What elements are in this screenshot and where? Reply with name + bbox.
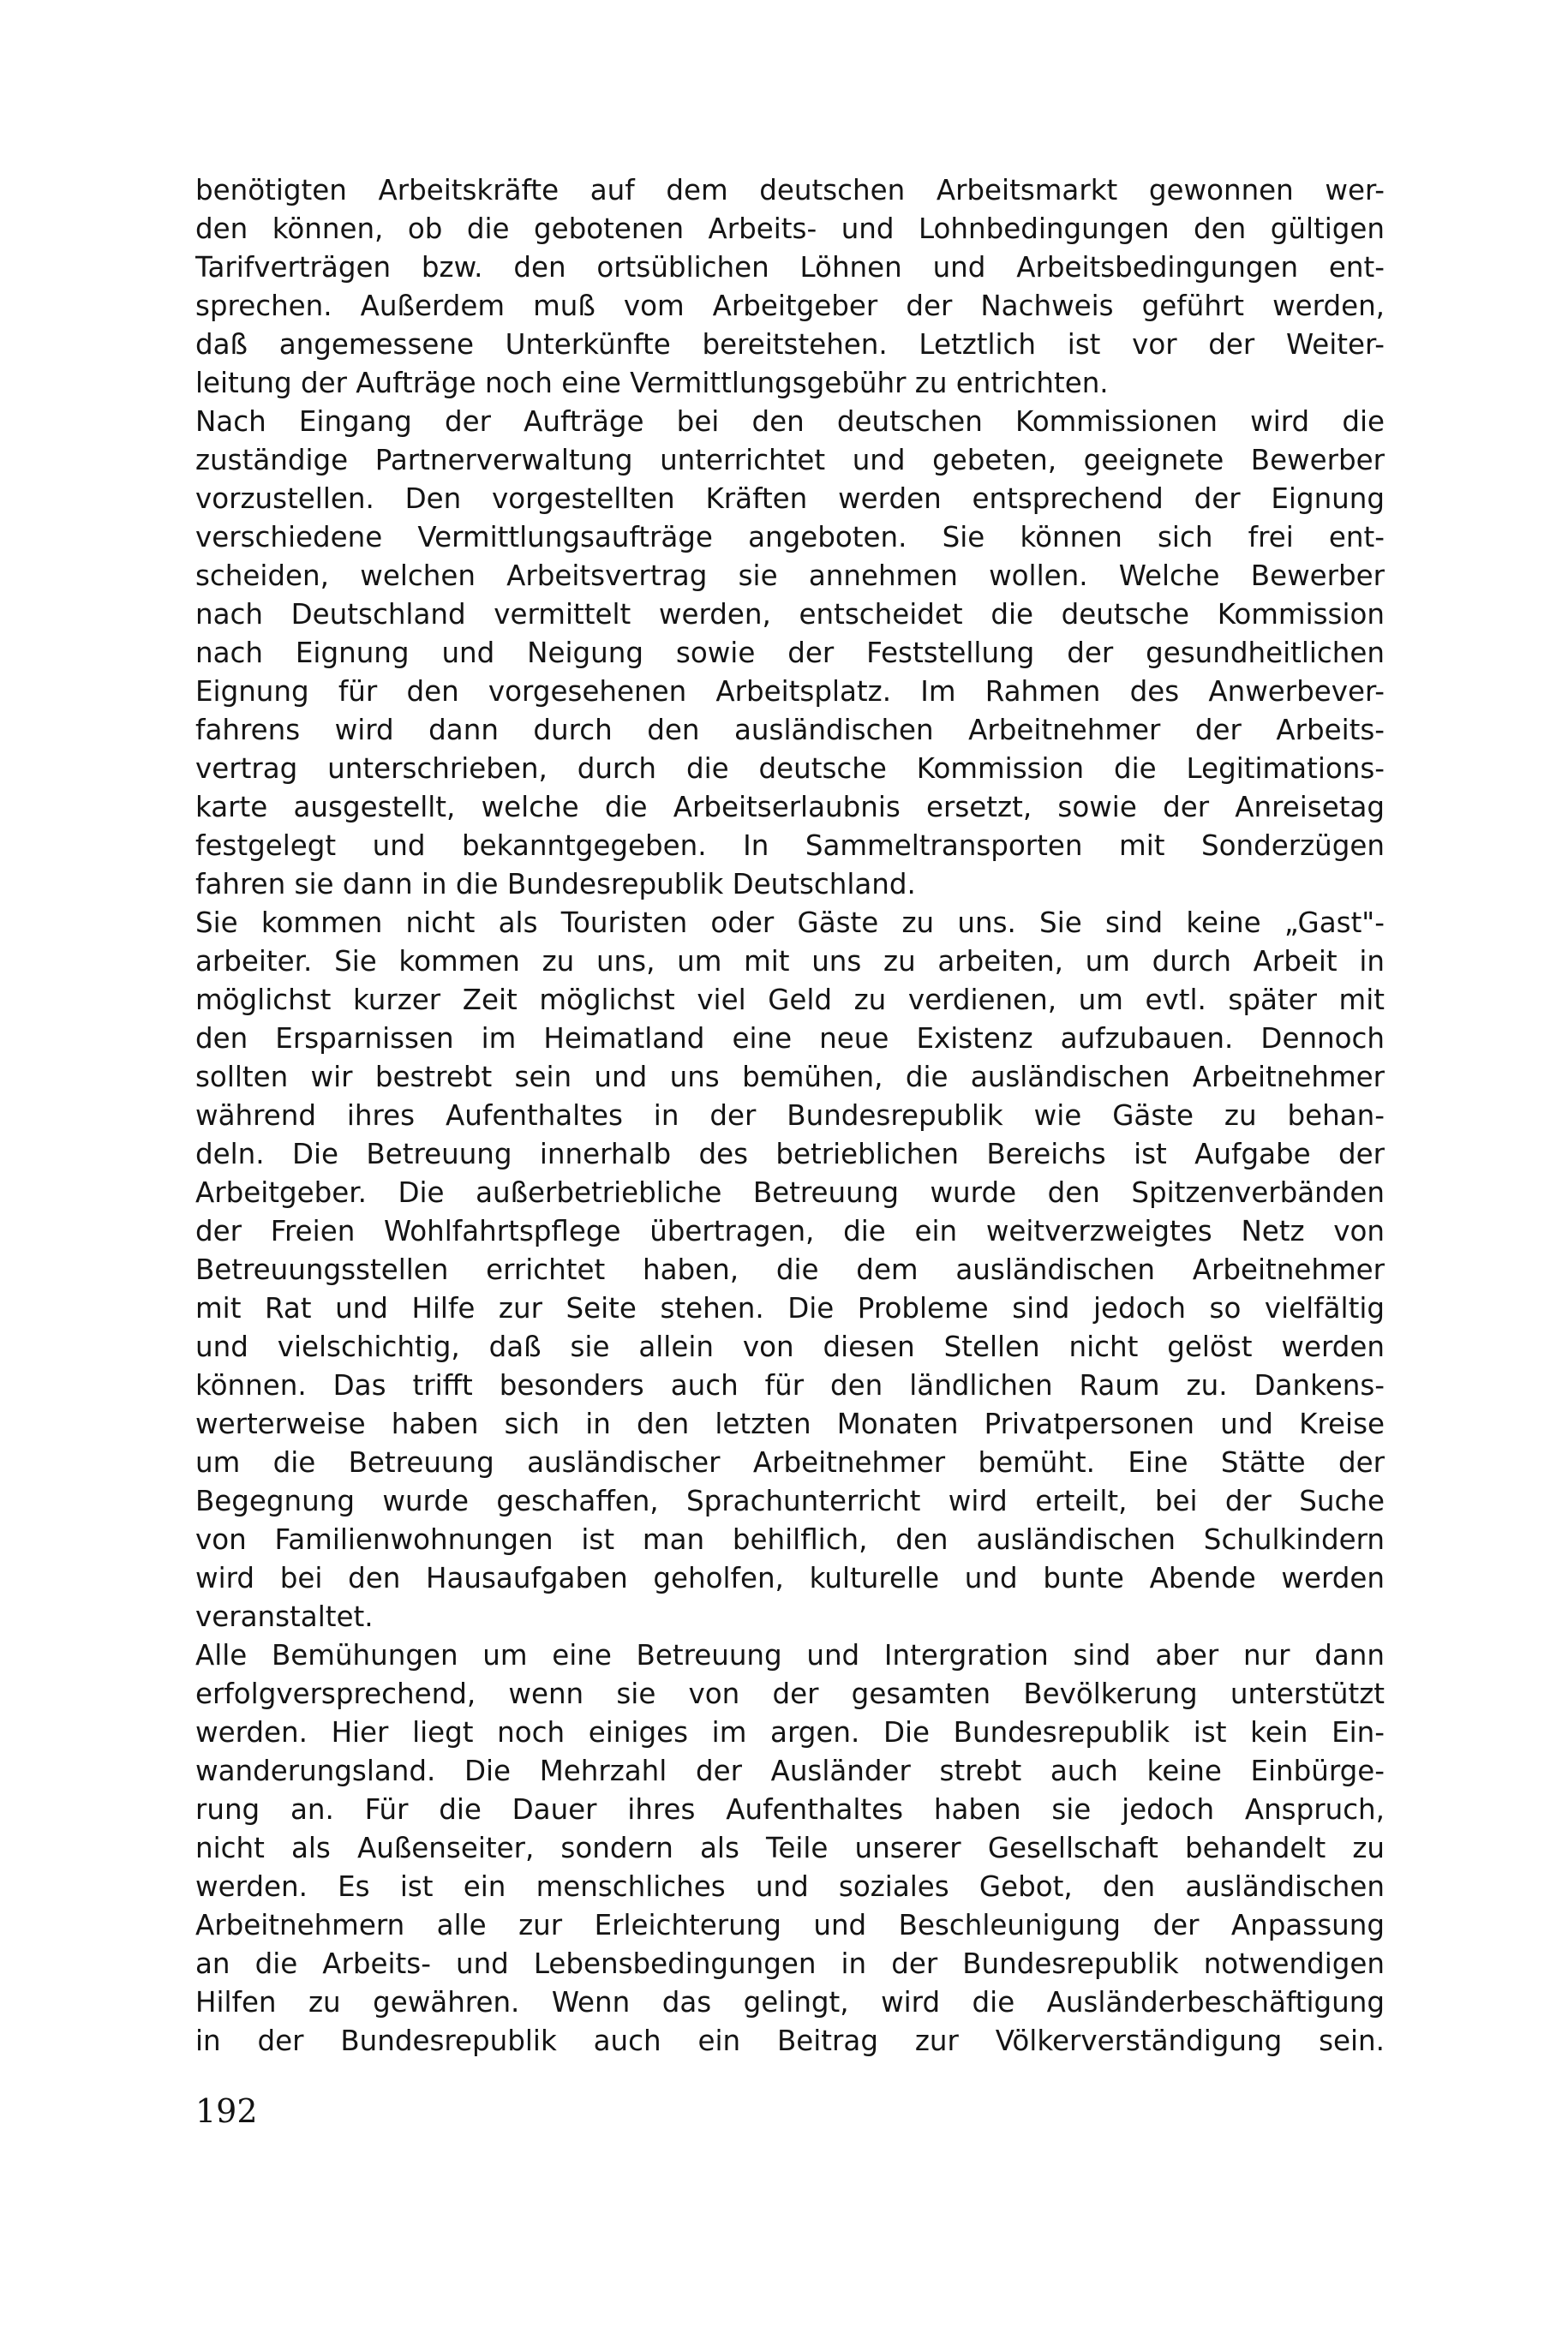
text-line: Tarifverträgen bzw. den ortsüblichen Löhnen und Arbeitsbedingungen ent- [195, 251, 1385, 284]
page-number: 192 [195, 2092, 258, 2130]
text-line: mit Rat und Hilfe zur Seite stehen. Die Probleme sind jedoch so vielfältig [195, 1292, 1385, 1325]
text-line: vorzustellen. Den vorgestellten Kräften werden entsprechend der Eignung [195, 482, 1385, 515]
text-line: rung an. Für die Dauer ihres Aufenthaltes haben sie jedoch Anspruch, [195, 1793, 1385, 1826]
text-line: Sie kommen nicht als Touristen oder Gäste zu uns. Sie sind keine „Gast"- [195, 906, 1385, 939]
text-line: können. Das trifft besonders auch für den ländlichen Raum zu. Dankens- [195, 1369, 1385, 1402]
text-line: Betreuungsstellen errichtet haben, die dem ausländischen Arbeitnehmer [195, 1253, 1385, 1286]
text-line: Arbeitgeber. Die außerbetriebliche Betreuung wurde den Spitzenverbänden [195, 1176, 1385, 1209]
text-line: werterweise haben sich in den letzten Monaten Privatpersonen und Kreise [195, 1408, 1385, 1440]
text-line: Begegnung wurde geschaffen, Sprachunterricht wird erteilt, bei der Suche [195, 1485, 1385, 1517]
text-line: werden. Es ist ein menschliches und soziales Gebot, den ausländischen [195, 1870, 1385, 1903]
text-line: in der Bundesrepublik auch ein Beitrag zur Völkerverständigung sein. [195, 2025, 1385, 2057]
text-line: Nach Eingang der Aufträge bei den deutschen Kommissionen wird die [195, 405, 1385, 438]
text-line: leitung der Aufträge noch eine Vermittlungsgebühr zu entrichten. [195, 367, 1109, 399]
text-line: karte ausgestellt, welche die Arbeitserlaubnis ersetzt, sowie der Anreisetag [195, 791, 1385, 823]
text-line: verschiedene Vermittlungsaufträge angeboten. Sie können sich frei ent- [195, 521, 1385, 553]
text-line: Alle Bemühungen um eine Betreuung und Intergration sind aber nur dann [195, 1639, 1385, 1672]
text-line: zuständige Partnerverwaltung unterrichtet und gebeten, geeignete Bewerber [195, 444, 1385, 476]
text-line: daß angemessene Unterkünfte bereitstehen. Letztlich ist vor der Weiter- [195, 328, 1385, 361]
text-line: sollten wir bestrebt sein und uns bemühen, die ausländischen Arbeitnehmer [195, 1061, 1385, 1093]
text-line: wird bei den Hausaufgaben geholfen, kulturelle und bunte Abende werden [195, 1562, 1385, 1594]
text-line: möglichst kurzer Zeit möglichst viel Geld zu verdienen, um evtl. später mit [195, 984, 1385, 1016]
text-line: scheiden, welchen Arbeitsvertrag sie annehmen wollen. Welche Bewerber [195, 559, 1385, 592]
text-line: Hilfen zu gewähren. Wenn das gelingt, wird die Ausländerbeschäftigung [195, 1986, 1385, 2019]
text-line: wanderungsland. Die Mehrzahl der Ausländer strebt auch keine Einbürge- [195, 1755, 1385, 1787]
text-line: nach Eignung und Neigung sowie der Feststellung der gesundheitlichen [195, 637, 1385, 669]
page-body [195, 171, 1385, 2061]
text-line: von Familienwohnungen ist man behilflich, den ausländischen Schulkindern [195, 1523, 1385, 1556]
text-line: sprechen. Außerdem muß vom Arbeitgeber der Nachweis geführt werden, [195, 290, 1385, 322]
text-line: während ihres Aufenthaltes in der Bundesrepublik wie Gäste zu behan- [195, 1099, 1385, 1132]
text-line: vertrag unterschrieben, durch die deutsche Kommission die Legitimations- [195, 752, 1385, 785]
text-line: um die Betreuung ausländischer Arbeitnehmer bemüht. Eine Stätte der [195, 1446, 1385, 1479]
text-line: fahren sie dann in die Bundesrepublik Deutschland. [195, 868, 916, 900]
text-line: nach Deutschland vermittelt werden, entscheidet die deutsche Kommission [195, 598, 1385, 631]
text-line: benötigten Arbeitskräfte auf dem deutschen Arbeitsmarkt gewonnen wer- [195, 174, 1385, 206]
text-line: arbeiter. Sie kommen zu uns, um mit uns zu arbeiten, um durch Arbeit in [195, 945, 1385, 978]
text-line: Arbeitnehmern alle zur Erleichterung und Beschleunigung der Anpassung [195, 1909, 1385, 1941]
text-line: den können, ob die gebotenen Arbeits- und Lohnbedingungen den gültigen [195, 212, 1385, 245]
text-line: der Freien Wohlfahrtspflege übertragen, die ein weitverzweigtes Netz von [195, 1215, 1385, 1247]
text-line: den Ersparnissen im Heimatland eine neue Existenz aufzubauen. Dennoch [195, 1022, 1385, 1055]
text-line: fahrens wird dann durch den ausländischen Arbeitnehmer der Arbeits- [195, 714, 1385, 746]
text-line: an die Arbeits- und Lebensbedingungen in der Bundesrepublik notwendigen [195, 1947, 1385, 1980]
text-line: veranstaltet. [195, 1600, 374, 1633]
text-line: erfolgversprechend, wenn sie von der gesamten Bevölkerung unterstützt [195, 1678, 1385, 1710]
text-line: werden. Hier liegt noch einiges im argen. Die Bundesrepublik ist kein Ein- [195, 1716, 1385, 1749]
text-line: deln. Die Betreuung innerhalb des betrieblichen Bereichs ist Aufgabe der [195, 1138, 1385, 1170]
text-line: festgelegt und bekanntgegeben. In Sammeltransporten mit Sonderzügen [195, 829, 1385, 862]
text-line: und vielschichtig, daß sie allein von diesen Stellen nicht gelöst werden [195, 1331, 1385, 1363]
text-line: nicht als Außenseiter, sondern als Teile unserer Gesellschaft behandelt zu [195, 1832, 1385, 1864]
text-line: Eignung für den vorgesehenen Arbeitsplatz. Im Rahmen des Anwerbever- [195, 675, 1385, 708]
